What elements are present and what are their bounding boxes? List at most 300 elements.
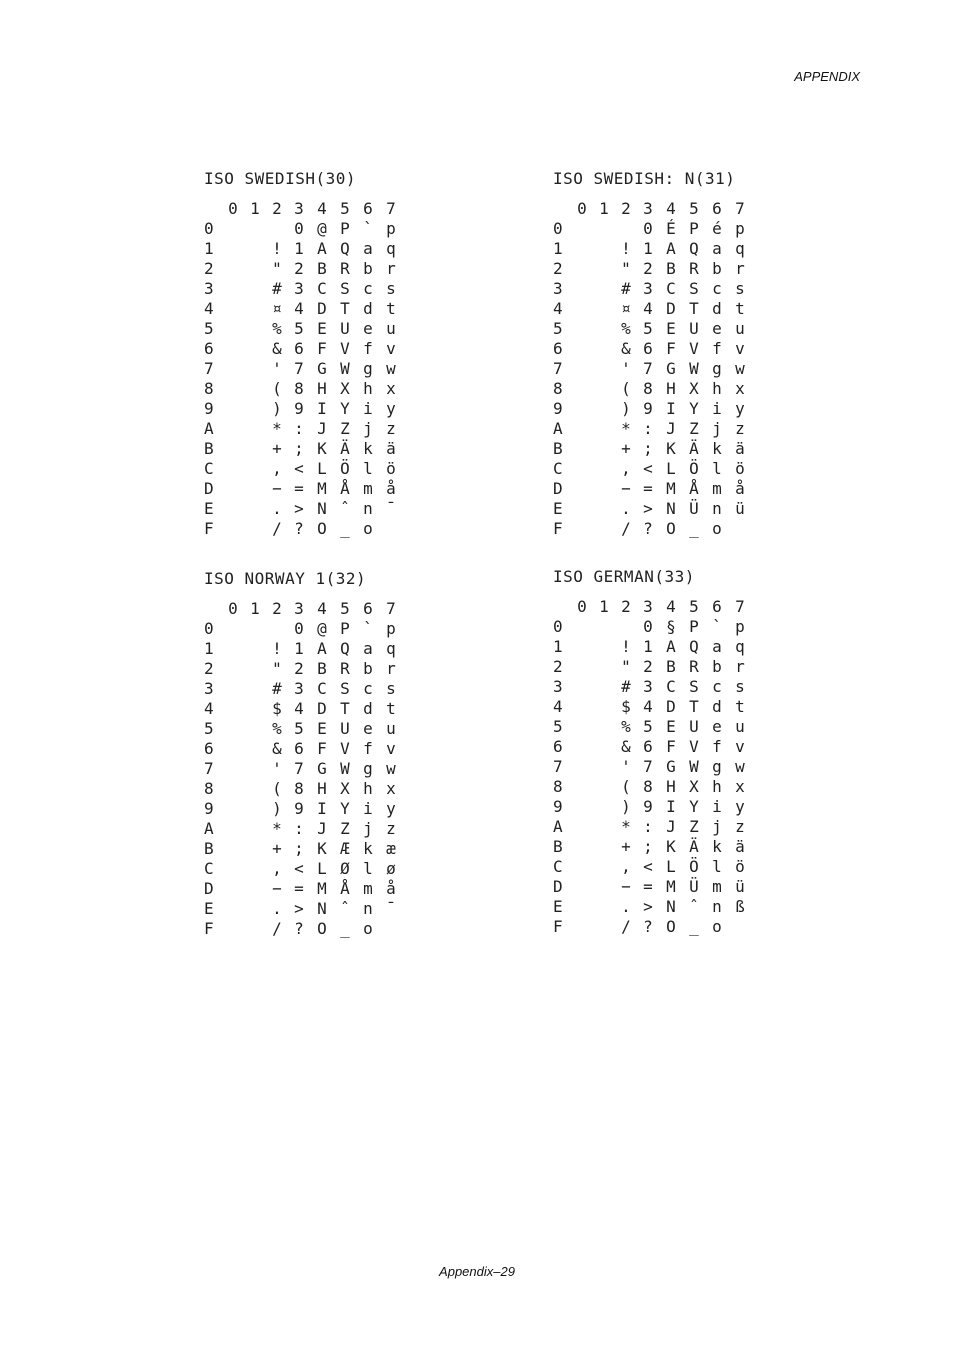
char-cell: ( [621, 379, 631, 398]
column-header: 2 [272, 599, 282, 618]
char-cell: a [363, 239, 373, 258]
char-cell: : [294, 819, 304, 838]
char-cell: > [294, 499, 304, 518]
char-cell: d [363, 299, 373, 318]
column-header: 7 [386, 599, 396, 618]
char-cell: e [363, 319, 373, 338]
char-cell: ) [272, 799, 282, 818]
char-cell: F [666, 737, 676, 756]
row-label: 6 [204, 339, 214, 358]
char-cell: u [735, 717, 745, 736]
char-cell: j [363, 419, 373, 438]
char-cell: D [317, 699, 327, 718]
char-cell: ö [735, 459, 745, 478]
row-label: 1 [204, 239, 214, 258]
char-cell: J [317, 819, 327, 838]
row-label: 0 [204, 219, 214, 238]
charset-row [553, 279, 763, 299]
char-cell: L [666, 459, 676, 478]
char-cell: é [712, 219, 722, 238]
char-cell: o [363, 519, 373, 538]
char-cell: @ [317, 219, 327, 238]
char-cell: G [666, 359, 676, 378]
char-cell: É [666, 219, 676, 238]
char-cell: § [666, 617, 676, 636]
char-cell: ' [272, 359, 282, 378]
column-header: 4 [666, 199, 676, 218]
charset-row [204, 919, 414, 939]
char-cell: " [272, 259, 282, 278]
char-cell: h [363, 379, 373, 398]
row-label: 9 [204, 799, 214, 818]
charset-row [553, 897, 763, 917]
row-label: D [204, 879, 214, 898]
char-cell: 3 [294, 279, 304, 298]
char-cell: 2 [643, 657, 653, 676]
charset-row [204, 699, 414, 719]
char-cell: b [712, 259, 722, 278]
char-cell: l [712, 459, 722, 478]
char-cell: L [317, 859, 327, 878]
row-label: 9 [204, 399, 214, 418]
char-cell: k [712, 439, 722, 458]
column-header: 1 [250, 599, 260, 618]
char-cell: Z [689, 817, 699, 836]
char-cell: A [317, 639, 327, 658]
char-cell: ? [294, 519, 304, 538]
row-label: 5 [204, 319, 214, 338]
char-cell: l [363, 859, 373, 878]
char-cell: C [317, 679, 327, 698]
row-label: 8 [204, 379, 214, 398]
row-label: 5 [553, 717, 563, 736]
char-cell: / [272, 519, 282, 538]
row-label: 3 [204, 279, 214, 298]
char-cell: T [689, 697, 699, 716]
char-cell: ø [386, 859, 396, 878]
char-cell: H [666, 777, 676, 796]
char-cell: 1 [294, 239, 304, 258]
charset-row [553, 697, 763, 717]
char-cell: z [386, 819, 396, 838]
char-cell: q [735, 637, 745, 656]
char-cell: * [272, 419, 282, 438]
char-cell: i [363, 799, 373, 818]
charset-row [553, 917, 763, 937]
char-cell: ; [643, 837, 653, 856]
char-cell: N [317, 499, 327, 518]
char-cell: $ [621, 697, 631, 716]
char-cell: Å [689, 479, 699, 498]
row-label: 6 [553, 737, 563, 756]
char-cell: 0 [294, 619, 304, 638]
char-cell: S [340, 279, 350, 298]
char-cell: , [272, 859, 282, 878]
char-cell: − [621, 479, 631, 498]
char-cell: A [666, 637, 676, 656]
charset-row [204, 459, 414, 479]
char-cell: < [643, 857, 653, 876]
char-cell: = [294, 879, 304, 898]
charset-table-iso-swedish [204, 169, 414, 539]
char-cell: O [666, 519, 676, 538]
char-cell: + [621, 439, 631, 458]
char-cell: F [666, 339, 676, 358]
char-cell: Q [340, 239, 350, 258]
row-label: C [553, 459, 563, 478]
char-cell: z [735, 817, 745, 836]
char-cell: q [386, 639, 396, 658]
column-header: 3 [294, 599, 304, 618]
charset-row [204, 619, 414, 639]
char-cell: 4 [294, 699, 304, 718]
charset-row [204, 819, 414, 839]
column-header-row [553, 199, 763, 219]
char-cell: # [272, 679, 282, 698]
char-cell: 5 [643, 319, 653, 338]
row-label: 4 [553, 299, 563, 318]
char-cell: G [317, 359, 327, 378]
char-cell: = [643, 877, 653, 896]
row-label: A [553, 817, 563, 836]
column-header: 2 [621, 199, 631, 218]
column-header: 5 [689, 597, 699, 616]
char-cell: t [735, 697, 745, 716]
char-cell: I [666, 399, 676, 418]
charset-row [553, 677, 763, 697]
charset-row [553, 837, 763, 857]
char-cell: 4 [643, 697, 653, 716]
char-cell: b [363, 659, 373, 678]
char-cell: Ä [689, 837, 699, 856]
char-cell: 1 [643, 637, 653, 656]
char-cell: 2 [294, 259, 304, 278]
char-cell: . [272, 499, 282, 518]
row-label: B [553, 837, 563, 856]
charset-row [553, 857, 763, 877]
char-cell: B [317, 659, 327, 678]
char-cell: ? [294, 919, 304, 938]
char-cell: 1 [294, 639, 304, 658]
charset-row [204, 219, 414, 239]
char-cell: y [735, 399, 745, 418]
char-cell: 6 [643, 737, 653, 756]
char-cell: N [666, 499, 676, 518]
char-cell: G [317, 759, 327, 778]
column-header: 0 [577, 199, 587, 218]
column-header: 1 [599, 199, 609, 218]
char-cell: / [621, 917, 631, 936]
char-cell: Ü [689, 877, 699, 896]
char-cell: K [666, 837, 676, 856]
char-cell: ß [735, 897, 745, 916]
char-cell: å [386, 479, 396, 498]
charset-row [204, 359, 414, 379]
char-cell: Ä [340, 439, 350, 458]
char-cell: i [712, 797, 722, 816]
row-label: 5 [553, 319, 563, 338]
charset-row [204, 379, 414, 399]
char-cell: b [712, 657, 722, 676]
column-header: 7 [386, 199, 396, 218]
char-cell: æ [386, 839, 396, 858]
char-cell: e [363, 719, 373, 738]
char-cell: R [689, 657, 699, 676]
charset-row [204, 879, 414, 899]
char-cell: % [272, 719, 282, 738]
charset-row [204, 679, 414, 699]
char-cell: J [666, 817, 676, 836]
char-cell: J [317, 419, 327, 438]
char-cell: x [386, 779, 396, 798]
char-cell: Y [689, 797, 699, 816]
charset-grid [553, 597, 763, 937]
column-header: 2 [621, 597, 631, 616]
char-cell: B [317, 259, 327, 278]
char-cell: k [712, 837, 722, 856]
char-cell: j [363, 819, 373, 838]
charset-row [553, 319, 763, 339]
char-cell: K [317, 839, 327, 858]
char-cell: t [735, 299, 745, 318]
char-cell: ) [621, 797, 631, 816]
char-cell: & [621, 737, 631, 756]
char-cell: Y [340, 799, 350, 818]
column-header: 0 [577, 597, 587, 616]
row-label: E [204, 499, 214, 518]
row-label: F [204, 519, 214, 538]
char-cell: U [340, 719, 350, 738]
char-cell: U [689, 717, 699, 736]
char-cell: c [712, 279, 722, 298]
char-cell: p [386, 219, 396, 238]
char-cell: < [294, 459, 304, 478]
char-cell: p [386, 619, 396, 638]
charset-row [204, 639, 414, 659]
char-cell: 8 [643, 777, 653, 796]
char-cell: − [272, 879, 282, 898]
row-label: 4 [204, 699, 214, 718]
charset-row [204, 399, 414, 419]
char-cell: H [317, 779, 327, 798]
charset-row [553, 459, 763, 479]
char-cell: 1 [643, 239, 653, 258]
column-header: 5 [689, 199, 699, 218]
row-label: 3 [553, 677, 563, 696]
char-cell: E [666, 717, 676, 736]
char-cell: u [386, 719, 396, 738]
char-cell: d [712, 299, 722, 318]
char-cell: g [363, 359, 373, 378]
char-cell: 3 [643, 677, 653, 696]
column-header: 7 [735, 199, 745, 218]
column-header: 5 [340, 199, 350, 218]
char-cell: ; [294, 439, 304, 458]
column-header: 0 [228, 199, 238, 218]
char-cell: m [363, 879, 373, 898]
row-label: 1 [553, 239, 563, 258]
char-cell: k [363, 439, 373, 458]
column-header-row [204, 199, 414, 219]
row-label: 2 [553, 259, 563, 278]
char-cell: W [340, 759, 350, 778]
charset-table-iso-swedish-n [553, 169, 763, 539]
char-cell: c [363, 679, 373, 698]
char-cell: 5 [294, 319, 304, 338]
charset-row [553, 219, 763, 239]
column-header: 3 [643, 597, 653, 616]
char-cell: q [735, 239, 745, 258]
char-cell: Æ [340, 839, 350, 858]
column-header: 4 [317, 599, 327, 618]
charset-grid [204, 199, 414, 539]
char-cell: 7 [643, 757, 653, 776]
char-cell: Y [340, 399, 350, 418]
char-cell: c [363, 279, 373, 298]
char-cell: D [666, 299, 676, 318]
char-cell: M [317, 879, 327, 898]
char-cell: 5 [294, 719, 304, 738]
char-cell: ä [735, 439, 745, 458]
char-cell: t [386, 699, 396, 718]
char-cell: I [317, 799, 327, 818]
char-cell: 0 [643, 617, 653, 636]
char-cell: _ [689, 519, 699, 538]
charset-row [204, 779, 414, 799]
char-cell: > [643, 499, 653, 518]
row-label: 1 [204, 639, 214, 658]
charset-row [553, 617, 763, 637]
char-cell: j [712, 817, 722, 836]
charset-row [204, 479, 414, 499]
char-cell: 8 [294, 779, 304, 798]
char-cell: n [363, 499, 373, 518]
page-header: APPENDIX [794, 69, 860, 84]
char-cell: 5 [643, 717, 653, 736]
column-header: 6 [712, 199, 722, 218]
charset-row [553, 637, 763, 657]
char-cell: Ö [340, 459, 350, 478]
char-cell: g [363, 759, 373, 778]
char-cell: " [621, 259, 631, 278]
char-cell: f [712, 339, 722, 358]
row-label: D [204, 479, 214, 498]
char-cell: N [666, 897, 676, 916]
row-label: 8 [204, 779, 214, 798]
char-cell: T [689, 299, 699, 318]
column-header-row [204, 599, 414, 619]
char-cell: ! [272, 239, 282, 258]
char-cell: = [643, 479, 653, 498]
char-cell: P [340, 619, 350, 638]
char-cell: 4 [294, 299, 304, 318]
char-cell: 0 [294, 219, 304, 238]
char-cell: g [712, 757, 722, 776]
char-cell: 2 [294, 659, 304, 678]
row-label: 2 [553, 657, 563, 676]
charset-row [204, 659, 414, 679]
char-cell: h [712, 777, 722, 796]
char-cell: f [363, 739, 373, 758]
char-cell: : [643, 817, 653, 836]
char-cell: B [666, 259, 676, 278]
charset-row [204, 299, 414, 319]
char-cell: 7 [294, 759, 304, 778]
char-cell: Z [340, 419, 350, 438]
row-label: 4 [204, 299, 214, 318]
char-cell: V [689, 339, 699, 358]
char-cell: @ [317, 619, 327, 638]
char-cell: Å [340, 879, 350, 898]
char-cell: / [621, 519, 631, 538]
charset-row [553, 299, 763, 319]
char-cell: , [621, 459, 631, 478]
char-cell: ( [272, 379, 282, 398]
char-cell: å [735, 479, 745, 498]
char-cell: M [666, 479, 676, 498]
char-cell: D [666, 697, 676, 716]
charset-row [553, 399, 763, 419]
char-cell: n [712, 499, 722, 518]
char-cell: 6 [643, 339, 653, 358]
char-cell: G [666, 757, 676, 776]
char-cell: ˆ [689, 897, 699, 916]
column-header-row [553, 597, 763, 617]
char-cell: K [317, 439, 327, 458]
row-label: F [204, 919, 214, 938]
charset-title: ISO SWEDISH: N(31) [553, 169, 736, 188]
char-cell: p [735, 617, 745, 636]
char-cell: . [272, 899, 282, 918]
char-cell: ¤ [621, 299, 631, 318]
char-cell: W [689, 757, 699, 776]
char-cell: X [340, 379, 350, 398]
char-cell: > [294, 899, 304, 918]
char-cell: C [666, 677, 676, 696]
char-cell: / [272, 919, 282, 938]
row-label: C [204, 859, 214, 878]
row-label: 6 [204, 739, 214, 758]
char-cell: o [712, 519, 722, 538]
char-cell: t [386, 299, 396, 318]
char-cell: I [317, 399, 327, 418]
char-cell: * [621, 419, 631, 438]
char-cell: K [666, 439, 676, 458]
charset-row [553, 499, 763, 519]
charset-row [204, 439, 414, 459]
char-cell: ' [621, 359, 631, 378]
char-cell: A [317, 239, 327, 258]
char-cell: x [386, 379, 396, 398]
char-cell: ü [735, 499, 745, 518]
char-cell: d [712, 697, 722, 716]
char-cell: Ü [689, 499, 699, 518]
column-header: 0 [228, 599, 238, 618]
char-cell: u [386, 319, 396, 338]
char-cell: : [643, 419, 653, 438]
char-cell: r [735, 259, 745, 278]
char-cell: r [386, 659, 396, 678]
char-cell: 7 [294, 359, 304, 378]
char-cell: e [712, 319, 722, 338]
char-cell: v [386, 339, 396, 358]
char-cell: k [363, 839, 373, 858]
row-label: 0 [553, 219, 563, 238]
char-cell: O [666, 917, 676, 936]
row-label: D [553, 877, 563, 896]
column-header: 1 [250, 199, 260, 218]
row-label: 3 [204, 679, 214, 698]
